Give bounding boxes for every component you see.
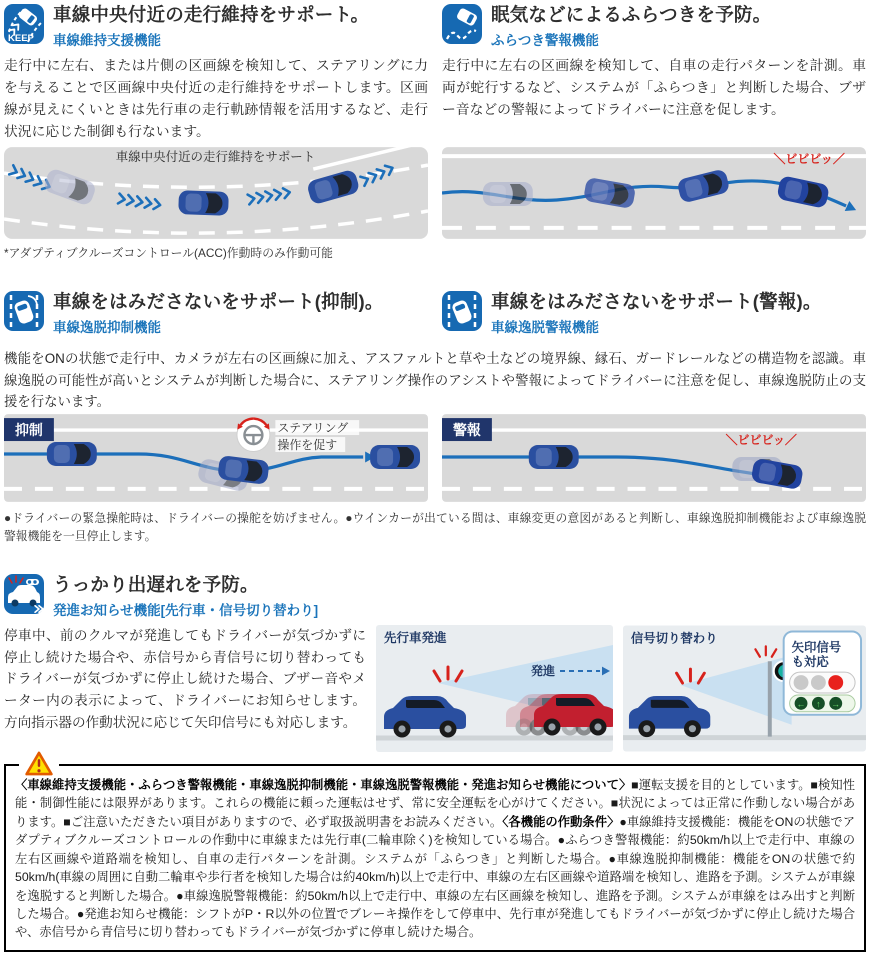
sway-titles [491, 4, 771, 49]
conditions-heading: 〈各機能の作動条件〉 [502, 814, 620, 829]
arrow-signal-badge [784, 631, 861, 714]
ahead-vehicle-illustration [376, 625, 613, 752]
arrow-up-icon: ↑ [816, 698, 821, 709]
section-lane-departure [4, 291, 866, 546]
lane-keep-body: 走行中に左右、または片側の区画線を検知して、ステアリングに力を与えることで区画線中央付近の走行維持をサポートします。区画線が見えにくいときは先行車の走行軌跡情報を活用するなど、走行状況に応じた制御も行ないます。 [4, 58, 428, 140]
arrow-left-icon: ← [796, 698, 806, 709]
car [370, 445, 420, 469]
conditions-body: ●車線維持支援機能：機能をONの状態でアダプティブクルーズコントロールの作動中に車線または先行車(二輪車除く)を検知している場合。●ふらつき警報機能：約50km/h以上で走行中、車線の左右区画線や道路端を検知し、自車の走行パターンを計測。システムが「ふらつき」と判断した場合。●車線逸脱抑制機能：機能をONの状態で約50km/h(車線の周囲に自動二輪車や歩行者を検知した場合は約40km/h)以上で走行中、車線の左右区画線や道路端を検知し、進路を予測。システムが車線を逸脱すると判断した場合。●車線逸脱警報機能：約50km/h以上で走行中、車線の左右区画線を検知し、進路を予測。システムが車線をはみ出すと判断した場合。●発進お知らせ機能：シフトがP・R以外の位置でブレーキ操作をして停車中、先行車が発進してもドライバーが気づかずに停止し続けた場合や、赤信号から青信号に切り替わってもドライバーが気づかずに停車し続けた場合。 [15, 814, 855, 940]
suppress-illustration [4, 414, 428, 502]
sway-body: 走行中に左右の区画線を検知して、自車の走行パターンを計測。車両が蛇行するなど、システムが「ふらつき」と判断した場合、ブザー音などの警報によってドライバーに注意を促します。 [442, 58, 866, 118]
car [47, 442, 97, 466]
notice-header [4, 574, 866, 619]
keep-icon-label: KEEP [8, 33, 34, 44]
beep-alert-text: ＼ビビビッ／ [725, 433, 797, 448]
disclaimer-body: ■運転支援を目的としています。■検知性能・制御性能には限界があります。これらの機能に頼った運転はせず、常に安全運転を心がけてください。■状況によっては正常に作動しない場合があります。■ご注意いただきたい項目がありますので、必ず取扱説明書をお読みください。 [15, 777, 856, 829]
start-label: 発進 [531, 663, 556, 678]
beep-alert-text: ＼ビビビッ／ [773, 152, 845, 167]
car [178, 190, 229, 216]
disclaimer-text [15, 776, 855, 942]
lane-departure-suppress-icon [4, 291, 44, 331]
sway-title: 眠気などによるふらつきを予防。 [491, 4, 772, 25]
signal-change-label: 信号切り替わり [630, 631, 718, 646]
lane-keep-title: 車線中央付近の走行維持をサポート。 [53, 4, 370, 25]
departure-notice-icon [4, 574, 44, 614]
warning-icon [19, 750, 59, 777]
suppress-title: 車線をはみださないをサポート(抑制)。 [53, 291, 384, 313]
ghost-car [483, 182, 533, 206]
lane-departure-body: 機能をONの状態で走行中、カメラが左右の区画線に加え、アスファルトと草や土などの境界線、縁石、ガードレールなどの構造物を認識。車線逸脱の可能性が高いとシステムが判断した場合に、ステアリング操作のアシストや警報によってドライバーに注意を促し、車線逸脱防止の支援を行ないます。 [4, 351, 866, 409]
lane-keep-titles [53, 4, 369, 49]
illustration-caption: 車線中央付近の走行維持をサポート [115, 150, 316, 165]
warn-header [442, 291, 866, 336]
sway-subtitle: ふらつき警報機能 [491, 33, 599, 49]
warn-badge-label: 警報 [452, 422, 481, 439]
notice-body: 停車中、前のクルマが発進してもドライバーが気づかずに停止し続けた場合や、赤信号から青信号に切り替わってもドライバーが気づかずに停止し続けた場合、ブザー音やメーター内の表示によって、ドライバーにお知らせします。方向指示器の作動状況に応じて矢印信号にも対応します。 [4, 627, 366, 730]
warn-subtitle: 車線逸脱警報機能 [491, 320, 599, 336]
lane-departure-footnote: ●ドライバーの緊急操舵時は、ドライバーの操舵を妨げません。●ウインカーが出ている間は、車線変更の意図があると判断し、車線逸脱抑制機能および車線逸脱警報機能を一旦停止します。 [4, 511, 866, 544]
badge-line2: も対応 [791, 655, 829, 670]
notice-subtitle: 発進お知らせ機能[先行車・信号切り替わり] [53, 602, 319, 618]
section-lane-keep [4, 4, 428, 261]
disclaimer-box [4, 764, 866, 952]
badge-line1: 矢印信号 [791, 640, 842, 655]
lane-keep-header [4, 4, 428, 49]
warn-titles [491, 291, 822, 336]
ahead-vehicle-label: 先行車発進 [384, 630, 447, 645]
sway-warning-icon [442, 4, 482, 44]
car [529, 445, 579, 469]
suppress-badge-label: 抑制 [14, 422, 43, 439]
sway-header [442, 4, 866, 49]
warn-illustration [442, 414, 866, 502]
lane-keep-icon [4, 4, 44, 44]
steering-note-line2: 操作を促す [277, 438, 338, 453]
warn-title: 車線をはみださないをサポート(警報)。 [491, 291, 822, 313]
disclaimer-heading: 〈車線維持支援機能・ふらつき警報機能・車線逸脱抑制機能・車線逸脱警報機能・発進お知らせ機能について〉 [15, 777, 632, 792]
lane-departure-warn-icon [442, 291, 482, 331]
section-sway-warning [442, 4, 866, 261]
suppress-subtitle: 車線逸脱抑制機能 [53, 320, 161, 336]
acc-footnote: *アダプティブクルーズコントロール(ACC)作動時のみ作動可能 [4, 246, 333, 261]
arrow-right-icon: → [831, 698, 841, 709]
suppress-titles [53, 291, 384, 336]
notice-title: うっかり出遅れを予防。 [53, 573, 259, 595]
steering-note-line1: ステアリング [277, 421, 349, 436]
notice-titles [53, 574, 318, 619]
signal-change-illustration [623, 625, 866, 752]
sway-illustration [442, 147, 866, 239]
section-departure-notice [4, 574, 866, 752]
lane-keep-illustration [4, 147, 428, 239]
suppress-header [4, 291, 428, 336]
section-row-1 [4, 4, 866, 261]
lane-keep-subtitle: 車線維持支援機能 [53, 33, 161, 49]
